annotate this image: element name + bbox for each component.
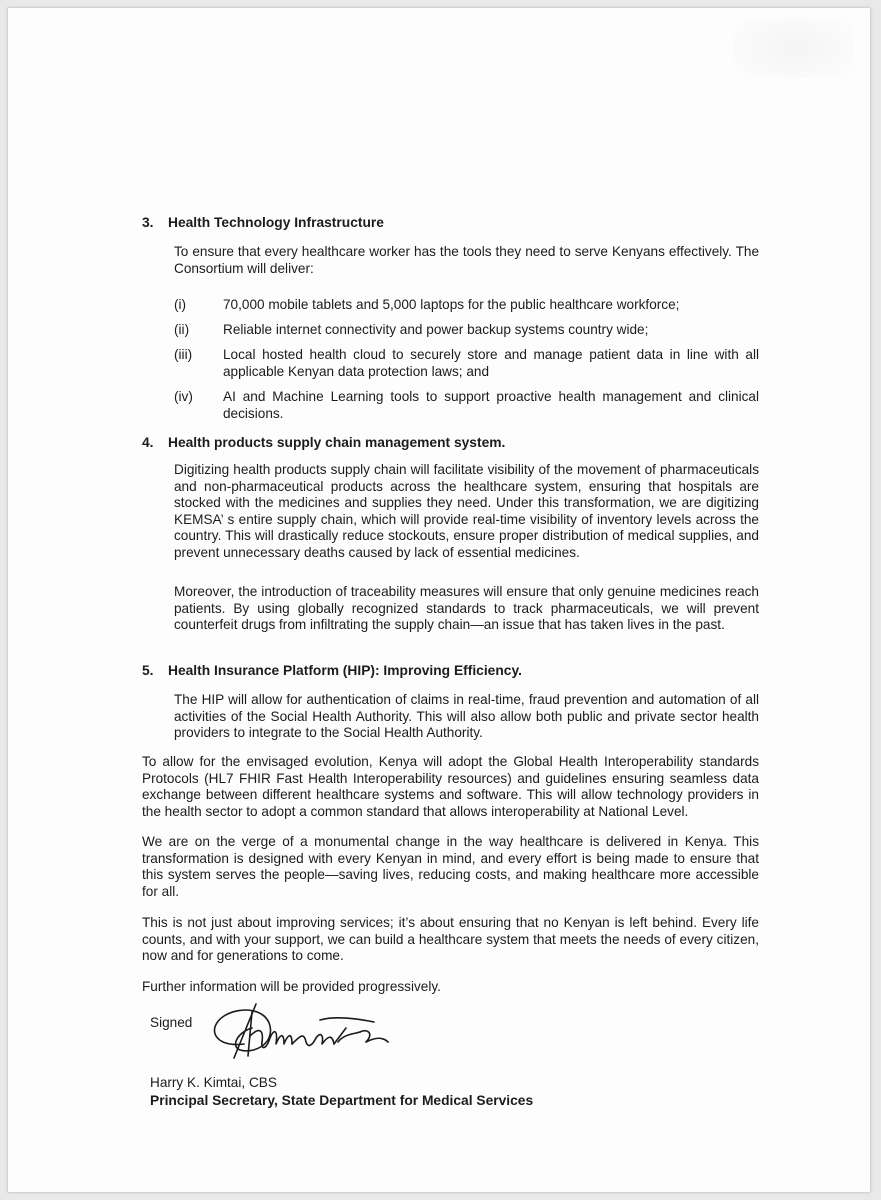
- list-marker: (iv): [174, 389, 193, 404]
- closing-paragraph: Further information will be provided progressively.: [142, 979, 441, 994]
- section-title: Health Technology Infrastructure: [168, 215, 384, 230]
- document-page: [8, 8, 870, 1192]
- list-item-text: Reliable internet connectivity and power backup systems country wide;: [223, 322, 649, 337]
- section-4-paragraph: Moreover, the introduction of traceability measures will ensure that only genuine medicines reach patients. By using globally recognized standards to track pharmaceuticals, we will prevent counterfeit drugs from infiltrating the supply chain—an issue that has taken lives in the past.: [174, 584, 759, 633]
- section-number: 4.: [142, 435, 154, 450]
- closing-paragraph: This is not just about improving services; it’s about ensuring that no Kenyan is left behind. Every life counts, and with your support, we can build a healthcare system that meets the needs of every citizen, now and for generations to come.: [142, 915, 759, 964]
- section-number: 3.: [142, 215, 154, 230]
- section-5-paragraph: The HIP will allow for authentication of claims in real-time, fraud prevention and automation of all activities of the Social Health Authority. This will also allow both public and private sector health providers to integrate to the Social Health Authority.: [174, 692, 759, 741]
- list-marker: (i): [174, 297, 187, 312]
- section-5-heading: [142, 663, 522, 680]
- list-marker: (ii): [174, 322, 190, 337]
- list-marker: (iii): [174, 347, 193, 362]
- section-4-heading: [142, 435, 505, 452]
- signed-label: Signed: [150, 1015, 193, 1030]
- section-title: Health products supply chain management system.: [168, 435, 506, 450]
- closing-paragraph: To allow for the envisaged evolution, Kenya will adopt the Global Health Interoperability standards Protocols (HL7 FHIR Fast Health Interoperability resources) and guidelines ensuring seamless data exchange between different healthcare systems and software. This will allow technology providers in the health sector to adopt a common standard that allows interoperability at National Level.: [142, 754, 759, 819]
- handwritten-signature: [204, 998, 404, 1073]
- list-item-text: AI and Machine Learning tools to support proactive health management and clinical decisions.: [223, 389, 759, 421]
- closing-paragraph: We are on the verge of a monumental change in the way healthcare is delivered in Kenya. This transformation is designed with every Kenyan in mind, and every effort is being made to ensure that this system serves the people—saving lives, reducing costs, and making healthcare more accessible for all.: [142, 834, 759, 899]
- section-3-heading: [142, 215, 384, 232]
- section-3-intro: To ensure that every healthcare worker has the tools they need to serve Kenyans effectively. The Consortium will deliver:: [174, 244, 759, 276]
- section-4-paragraph: Digitizing health products supply chain will facilitate visibility of the movement of pharmaceuticals and non-pharmaceutical products across the healthcare system, ensuring that hospitals are stocked with the medicines and supplies they need. Under this transformation, we are digitizing KEMSA’ s entire supply chain, which will provide real-time visibility of inventory levels across the country. This will drastically reduce stockouts, ensure proper distribution of medical supplies, and prevent unnecessary deaths caused by lack of essential medicines.: [174, 462, 759, 560]
- list-item-text: 70,000 mobile tablets and 5,000 laptops for the public healthcare workforce;: [223, 297, 680, 312]
- signature-graphic: [204, 998, 404, 1068]
- signatory-name: Harry K. Kimtai, CBS: [150, 1075, 277, 1090]
- list-item-text: Local hosted health cloud to securely store and manage patient data in line with all applicable Kenyan data protection laws; and: [223, 347, 759, 379]
- section-title: Health Insurance Platform (HIP): Improving Efficiency.: [168, 663, 522, 678]
- section-number: 5.: [142, 663, 154, 678]
- signatory-title: Principal Secretary, State Department for Medical Services: [150, 1093, 534, 1108]
- scan-smudge: [734, 18, 854, 78]
